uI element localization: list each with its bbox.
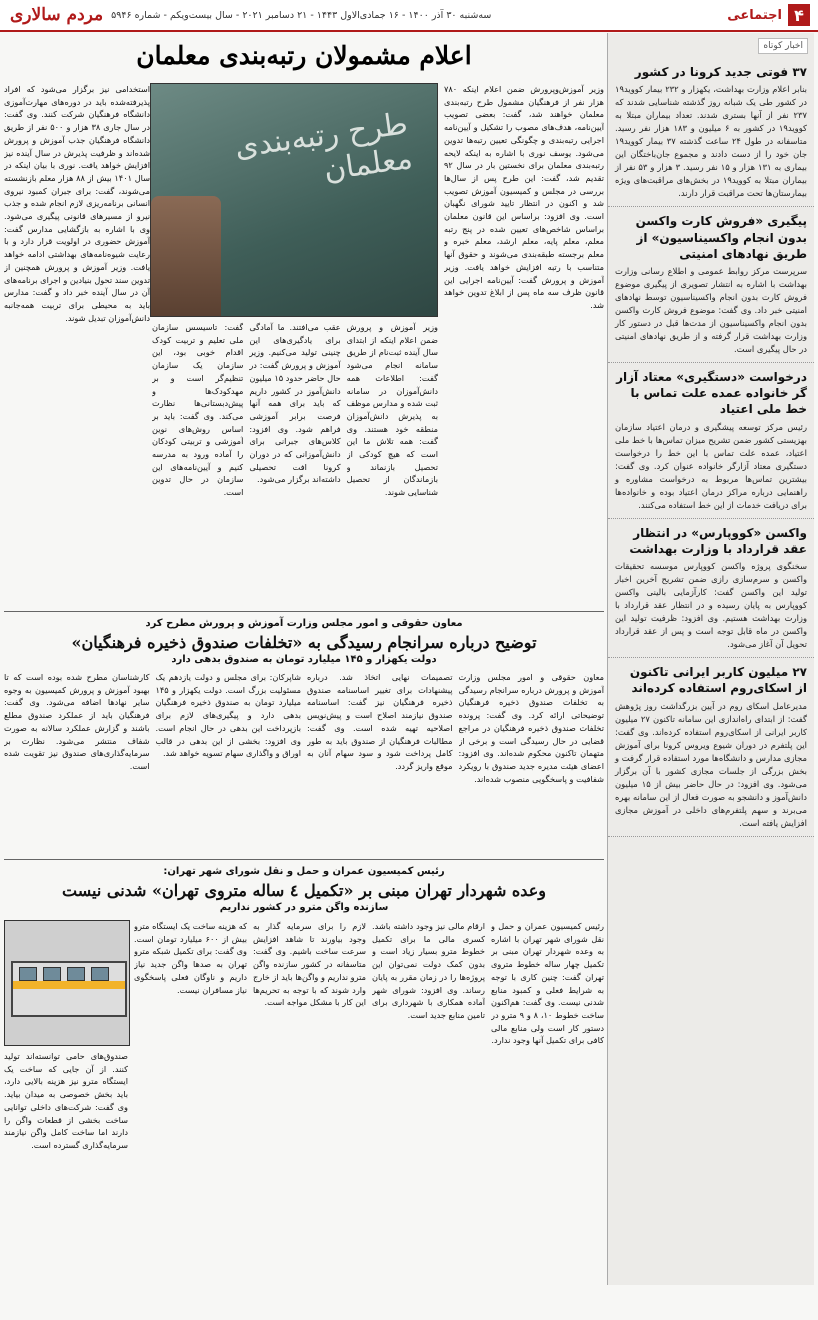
lead-headline: اعلام مشمولان رتبه‌بندی معلمان (136, 41, 472, 70)
wagon-window (43, 967, 61, 981)
article-column: کارشناسان مطرح شده بوده است که تا بهبود آموزش و پرورش کمیسیون به وجوه سایر نهادها اضافه می‌شود. وی گفت: فرهنگیان باید از عملکرد صندوق مطلع باشند و گزارش عملکرد سالانه به صورت شفاف منتشر می‌شود. نظارت بر سرمایه‌گذاری‌های صندوق نیز تقویت شده است. (4, 672, 150, 771)
article-column: شاپرکان: برای مجلس و دولت یازدهم یک مسئولیت بزرگ است. دولت یکهزار و ۱۴۵ میلیارد تومان به صندوق ذخیره فرهنگیان بدهی دارد و پیگیری‌های لازم برای بازپرداخت این بدهی در حال انجام است. وی افزود: بخشی از این بدهی در قالب اوراق و واگذاری سهام تسویه خواهد شد. (155, 672, 301, 759)
news-brief (608, 58, 814, 207)
article-column: لازم را برای سرمایه گذار به وجود بیاورند تا شاهد افزایش سرعت ساخت باشیم. وی گفت: متاسفانه در کشور سازنده واگن مترو نداریم و واگن‌ها باید از خارج وارد شوند که با توجه به تحریم‌ها این کار با مشکل مواجه است. (253, 921, 366, 1008)
third-story (4, 859, 604, 1320)
story-headline: توضیح درباره سرانجام رسیدگی به «تخلفات صندوق ذخیره فرهنگیان» (71, 633, 537, 652)
wagon-window (91, 967, 109, 981)
issue-info: سه‌شنبه ۳۰ آذر ۱۴۰۰ - ۱۶ جمادی‌الاول ۱۴۴۳ - ۲۱ دسامبر ۲۰۲۱ - سال بیست‌ویکم - شماره ۵۹۴۶ (111, 9, 492, 21)
news-brief-title: پیگیری «فروش کارت واکسن بدون انجام واکسیناسیون» از طریق نهادهای امنیتی (635, 214, 807, 261)
main-content (4, 33, 604, 1150)
sidebar-kicker: اخبار کوتاه (758, 38, 808, 54)
news-brief-body: سخنگوی پروژه واکسن کووپارس موسسه تحقیقات واکسن و سرم‌سازی رازی ضمن تشریح آخرین اخبار تولید این واکسن گفت: کارآزمایی بالینی واکسن کووپارس به پایان رسیده و در انتظار عقد قرارداد با وزارت بهداشت هستیم. وی افزود: ظرفیت تولید این واکسن در ماه قابل توجه است و پس از عقد قرارداد تحویل آن آغاز می‌شود. (615, 561, 807, 650)
news-briefs-sidebar (607, 33, 814, 1285)
chalkboard-text: طرح رتبه‌بندی معلمان (232, 106, 415, 188)
metro-wagon-photo (4, 920, 130, 1046)
article-column: گفت: تاسیسس سازمان ملی تعلیم و تربیت کودک اقدام خوبی بود، این سازمان یک سازمان تنظیم‌گر است و بر مهدکودک‌ها و پیش‌دبستانی‌ها نظارت می‌کند. وی گفت: باید بر اساس روش‌های نوین آموزشی و تربیتی کودکان را آماده ورود به مدرسه کنیم و آیین‌نامه‌های این سازمان در حال تدوین است. (152, 322, 244, 498)
news-brief (608, 207, 814, 363)
section-tab (719, 0, 818, 30)
article-column: رئیس کمیسیون عمران و حمل و نقل شورای شهر تهران با اشاره به وعده شهردار تهران مبنی بر تکمیل چهار ساله خطوط متروی تهران گفت: چنین کاری با توجه به شرایط فعلی و کمبود منابع شدنی نیست. وی گفت: هم‌اکنون ساخت خطوط ۱۰، ۸ و ۹ مترو در دستور کار است ولی منابع مالی کافی برای تکمیل آنها وجود ندارد. (491, 921, 604, 1046)
news-brief-body: مدیرعامل اسکای روم در آیین بزرگداشت روز پژوهش گفت: از ابتدای راه‌اندازی این سامانه تاکنون ۲۷ میلیون کاربر ایرانی از اسکای‌روم استفاده کرده‌اند. وی گفت: این پلتفرم در دوران شیوع ویروس کرونا برای آموزش مجازی مدارس و دانشگاه‌ها مورد استفاده قرار گرفت و بخش بزرگی از جلسات مجازی کشور با آن برگزار می‌شود. وی افزود: در حال حاضر بیش از ۱۵ میلیون دانش‌آموز و دانشجو به صورت فعال از این سامانه بهره می‌برند و سهم پلتفرم‌های داخلی در آموزش مجازی افزایش یافته است. (615, 700, 807, 828)
wagon-stripe (13, 981, 125, 989)
news-brief-body: سرپرست مرکز روابط عمومی و اطلاع رسانی وزارت بهداشت با اشاره به انتشار تصویری از پیگیری موضوع فروش کارت بدون انجام واکسیناسیون توسط نهادهای امنیتی خبر داد. وی گفت: موضوع فروش کارت واکسن بدون انجام واکسیناسیون از مدت‌ها قبل در دستور کار وزارت بهداشت قرار گرفته و از طریق نهادهای امنیتی در حال پیگیری است. (615, 265, 807, 354)
news-brief-title: درخواست «دستگیری» معتاد آزار گر خانواده عمده علت تماس با خط ملی اعتیاد (616, 370, 807, 417)
news-brief-body: رئیس مرکز توسعه پیشگیری و درمان اعتیاد سازمان بهزیستی کشور ضمن تشریح میزان تماس‌ها با خط ملی اعتیاد، عمده علت تماس با این خط را درخواست دستگیری معتاد آزارگر خانواده عنوان کرد. وی گفت: بیشترین تماس‌ها مربوط به درخواست مشاوره و راهنمایی درباره مراکز درمان اعتیاد بوده و خانواده‌ها برای دریافت خدمات از این خط استفاده می‌کنند. (615, 421, 807, 510)
chalkboard-photo (150, 83, 438, 317)
paper-logo: مردم سالاری (10, 5, 104, 25)
news-brief (608, 658, 814, 837)
article-columns (152, 321, 438, 603)
news-brief-body: بنابر اعلام وزارت بهداشت، یکهزار و ۲۳۲ بیمار کووید۱۹ در کشور طی یک شبانه روز گذشته شناسایی شدند که ۲۳۷ نفر از آنها بستری شدند. تعداد بیماران مبتلا به کووید۱۹ در کشور به ۶ میلیون و ۱۸۳ هزار نفر رسید. متاسفانه در طول ۲۴ ساعت گذشته ۳۷ بیمار کووید۱۹ جان خود را از دست دادند و مجموع جان‌باختگان این بیماری به ۱۳۱ هزار و ۱۵ نفر رسید. ۳ هزار و ۵۳ نفر از بیماران مبتلا به کووید۱۹ در بخش‌های مراقبت‌های ویژه بیمارستان‌ها تحت مراقبت قرار دارند. (615, 84, 808, 199)
metro-wagon-image (11, 961, 127, 1017)
article-column: وزیر آموزش و پرورش ضمن اعلام اینکه از ابتدای سال آینده ثبت‌نام از طریق سامانه انجام می‌شود گفت: اطلاعات همه دانش‌آموزان در سامانه ثبت شده و مدارس موظف به پذیرش دانش‌آموزان منطقه خود هستند. وی گفت: همه تلاش ما این است که هیچ کودکی از تحصیل بازنماند و بازماندگان از تحصیل شناسایی شوند. (346, 322, 438, 498)
article-column: تصمیمات نهایی اتخاذ شد. درباره پیشنهادات برای تغییر اساسنامه صندوق ذخیره فرهنگیان نیز گفت: اساسنامه صندوق نیازمند اصلاح است و پیش‌نویس اصلاحیه تهیه شده است. وی گفت: مطالبات فرهنگیان از صندوق باید به طور کامل پرداخت شود و سود سهام آنان به موقع واریز گردد. (307, 672, 453, 771)
story-headline: وعده شهردار تهران مبنی بر «تکمیل ٤ ساله متروی تهران» شدنی نیست (62, 881, 546, 900)
wagon-window (19, 967, 37, 981)
story-kicker: معاون حقوقی و امور مجلس وزارت آموزش و پرورش مطرح کرد (145, 618, 463, 629)
article-column: وزیر آموزش‌وپرورش ضمن اعلام اینکه ۷۸۰ هزار نفر از فرهنگیان مشمول طرح رتبه‌بندی معلمان خواهند شد، گفت: بعضی تصویب آیین‌نامه، هدف‌های مصوب را تشکیل و آیین‌نامه اجرایی رتبه‌بندی و چگونگی تعیین رتبه‌ها تدوین می‌شود. یوسف نوری با اشاره به اینکه لایحه رتبه‌بندی معلمان برای نخستین بار در سال ۹۲ تقدیم شد، گفت: این طرح پس از سال‌ها بررسی در مجلس و کمیسیون آموزش تصویب شد و اکنون در انتظار تایید شورای نگهبان است. وی افزود: براساس این قانون معلمان براساس شاخص‌های تعیین شده در پنج رتبه معلم، معلم پایه، معلم ارشد، معلم خبره و معلم برجسته طبقه‌بندی می‌شوند و حقوق آنها متناسب با رتبه افزایش خواهد یافت. وزیر آموزش و پرورش گفت: آیین‌نامه اجرایی این قانون ظرف سه ماه پس از ابلاغ تدوین خواهد شد. (444, 84, 604, 310)
news-brief-title: ۲۷ میلیون کاربر ایرانی تاکنون از اسکای‌روم استفاده کرده‌اند (629, 665, 807, 696)
news-brief (608, 363, 814, 519)
section-name: اجتماعی (727, 7, 782, 23)
lead-story (4, 83, 604, 603)
masthead (0, 0, 818, 32)
article-column: استخدامی نیز برگزار می‌شود که افراد پذیرفته‌شده باید در دوره‌های مهارت‌آموزی دانشگاه فرهنگیان شرکت کنند. وی گفت: در سال جاری ۳۸ هزار و ۵۰۰ نفر از طریق دانشگاه فرهنگیان جذب آموزش و پرورش شده‌اند و ظرفیت پذیرش در سال آینده نیز افزایش خواهد یافت. نوری با بیان اینکه در سال ۱۴۰۱ بیش از ۸۸ هزار معلم بازنشسته می‌شوند، گفت: برای جبران کمبود نیروی انسانی برنامه‌ریزی لازم انجام شده و جذب نیرو از مسیرهای قانونی پیگیری می‌شود. وی با اشاره به بازگشایی مدارس گفت: آموزش حضوری در اولویت قرار دارد و با رعایت شیوه‌نامه‌های بهداشتی ادامه خواهد یافت. وزیر آموزش و پرورش همچنین از تدوین سند تحول بنیادین و اجرای برنامه‌های آن در سال آینده خبر داد و گفت: مدارس باید به محیطی برای تربیت همه‌جانبه دانش‌آموزان تبدیل شوند. (4, 84, 150, 323)
article-columns (4, 671, 604, 841)
story-kicker: رئیس کمیسیون عمران و حمل و نقل شورای شهر تهران: (163, 866, 445, 877)
section-number: ۴ (788, 4, 810, 26)
wagon-window (67, 967, 85, 981)
news-brief-title: ۳۷ فوتی جدید کرونا در کشور (634, 65, 807, 79)
article-column: که هزینه ساخت یک ایستگاه مترو بیش از ۶۰۰ میلیارد تومان است. وی گفت: برای تکمیل شبکه مترو تهران به صدها واگن جدید نیاز داریم و ناوگان فعلی پاسخگوی نیاز مسافران نیست. (134, 921, 247, 995)
article-columns (134, 920, 604, 1318)
teacher-arm-image (151, 196, 221, 316)
story-subheadline: دولت یکهزار و ۱۴۵ میلیارد تومان به صندوق بدهی دارد (171, 654, 437, 665)
article-column: صندوق‌های حامی توانسته‌اند تولید کنند. از آن جایی که ساخت یک ایستگاه مترو نیز هزینه بالایی دارد، باید بخش خصوصی به میدان بیاید. وی گفت: شرکت‌های داخلی توانایی ساخت بخشی از قطعات واگن را دارند اما ساخت کامل واگن نیازمند سرمایه‌گذاری گسترده است. (4, 1051, 128, 1150)
story-subheadline: سازنده واگن مترو در کشور نداریم (219, 902, 389, 913)
article-column: معاون حقوقی و امور مجلس وزارت آموزش و پرورش درباره سرانجام رسیدگی به تخلفات صندوق ذخیره فرهنگیان توضیحاتی ارائه کرد. وی گفت: پرونده تخلفات صندوق ذخیره فرهنگیان در مراجع قضایی در حال رسیدگی است و برخی از متهمان تاکنون محکوم شده‌اند. وی افزود: اعضای هیئت مدیره جدید صندوق با رویکرد شفافیت و پاسخگویی منصوب شده‌اند. (458, 672, 604, 784)
news-brief-title: واکسن «کووپارس» در انتظار عقد قرارداد با وزارت بهداشت (629, 525, 807, 556)
article-column: ارقام مالی نیز وجود داشته باشد. کسری مالی ما برای تکمیل خطوط مترو بسیار زیاد است و بدون کمک دولت نمی‌توان این پروژه‌ها را در زمان مقرر به پایان رساند. وی افزود: شورای شهر آماده همکاری با شهرداری برای تامین منابع جدید است. (372, 921, 485, 1020)
news-brief (608, 519, 814, 658)
article-column: عقب می‌افتند. ما آمادگی برای یادگیری‌های این چنینی تولید می‌کنیم. وزیر آموزش و پرورش گفت: در حال حاضر حدود ۱۵ میلیون دانش‌آموز در کشور داریم که باید برای همه آنها فرصت برابر آموزشی فراهم شود. وی افزود: کلاس‌های جبرانی برای دانش‌آموزانی که در دوران کرونا افت تحصیلی داشته‌اند برگزار می‌شود. (249, 322, 341, 485)
second-story (4, 611, 604, 854)
